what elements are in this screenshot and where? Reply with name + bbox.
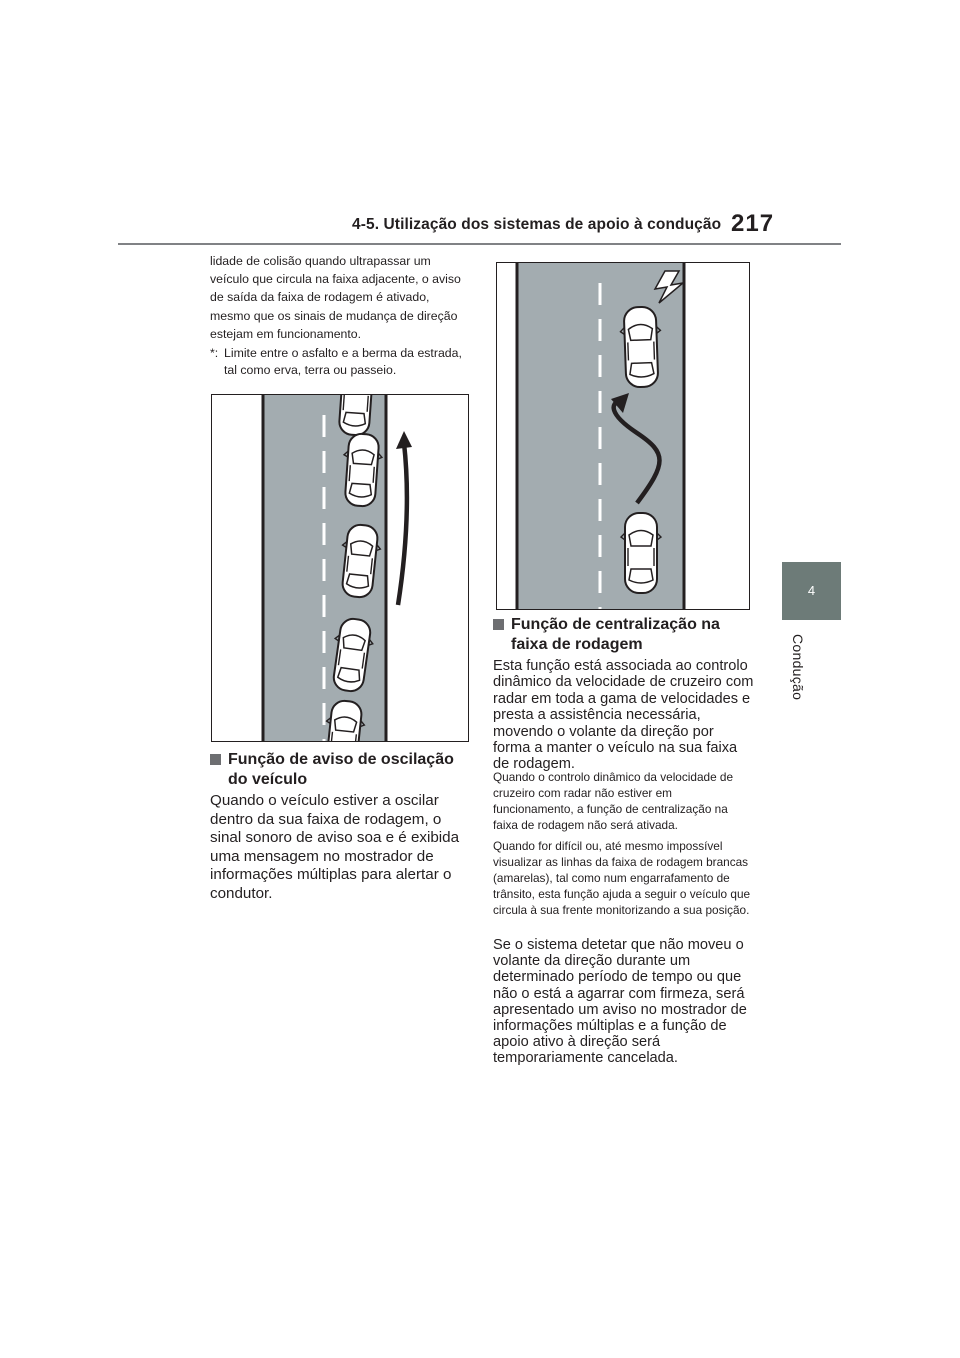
figure-lane-centering: [496, 262, 750, 610]
footnote-text: Limite entre o asfalto e a berma da estrada, tal como erva, terra ou passeio.: [224, 346, 462, 377]
section-heading-sway: [210, 750, 472, 790]
section-heading-centering: [493, 615, 755, 655]
footnote: [210, 345, 472, 379]
page-number: 217: [731, 210, 775, 237]
car-icon: [621, 513, 661, 593]
centering-paragraph-1: Esta função está associada ao controlo dinâmico da velocidade de cruzeiro com radar em toda a gama de velocidades e presta a assistência necessária, movendo o volante da direção por forma a manter o veículo na sua faixa de rodagem.: [493, 658, 754, 773]
centering-illustration: [497, 263, 749, 609]
forward-arrow-icon: [398, 443, 407, 605]
heading-text: Função de aviso de oscilação do veículo: [228, 751, 454, 788]
chapter-tab: 4: [782, 562, 841, 620]
figure-vehicle-sway: [211, 394, 469, 742]
centering-paragraph-2: Quando o controlo dinâmico da velocidade de cruzeiro com radar não estiver em funcionamento, a função de centralização na faixa de rodagem não será ativada.: [493, 770, 734, 833]
heading-text: Função de centralização na faixa de rodagem: [511, 616, 720, 653]
header-section-title: 4-5. Utilização dos sistemas de apoio à condução: [352, 216, 722, 233]
heading-square-icon: [493, 619, 504, 630]
sway-body-text: Quando o veículo estiver a oscilar dentro da sua faixa de rodagem, o sinal sonoro de aviso soa e é exibida uma mensagem no mostrador de informações múltiplas para alertar o condutor.: [210, 792, 460, 902]
left-intro: [210, 252, 472, 343]
intro-paragraph: lidade de colisão quando ultrapassar um veículo que circula na faixa adjacente, o aviso de saída da faixa de rodagem é ativado, mesmo que os sinais de mudança de direção estejam em funcionamento.: [210, 254, 461, 341]
sway-illustration: [212, 395, 468, 741]
footnote-mark: *:: [210, 346, 219, 360]
car-icon: [620, 306, 663, 387]
header-divider: [118, 243, 841, 245]
centering-paragraph-3: Quando for difícil ou, até mesmo impossível visualizar as linhas da faixa de rodagem brancas (amarelas), tal como num engarrafamento de trânsito, esta função ajuda a seguir o veículo que circula à sua frente monitorizando a sua posição.: [493, 839, 751, 918]
heading-square-icon: [210, 754, 221, 765]
arrow-head-icon: [396, 431, 412, 449]
centering-paragraph-4: Se o sistema detetar que não moveu o volante da direção durante um determinado período de tempo ou que não o está a agarrar com firmeza, será apresentado um aviso no mostrador de informações múltiplas e a função de apoio ativo à direção será temporariamente cancelada.: [493, 937, 747, 1067]
chapter-label: Condução: [790, 634, 806, 701]
